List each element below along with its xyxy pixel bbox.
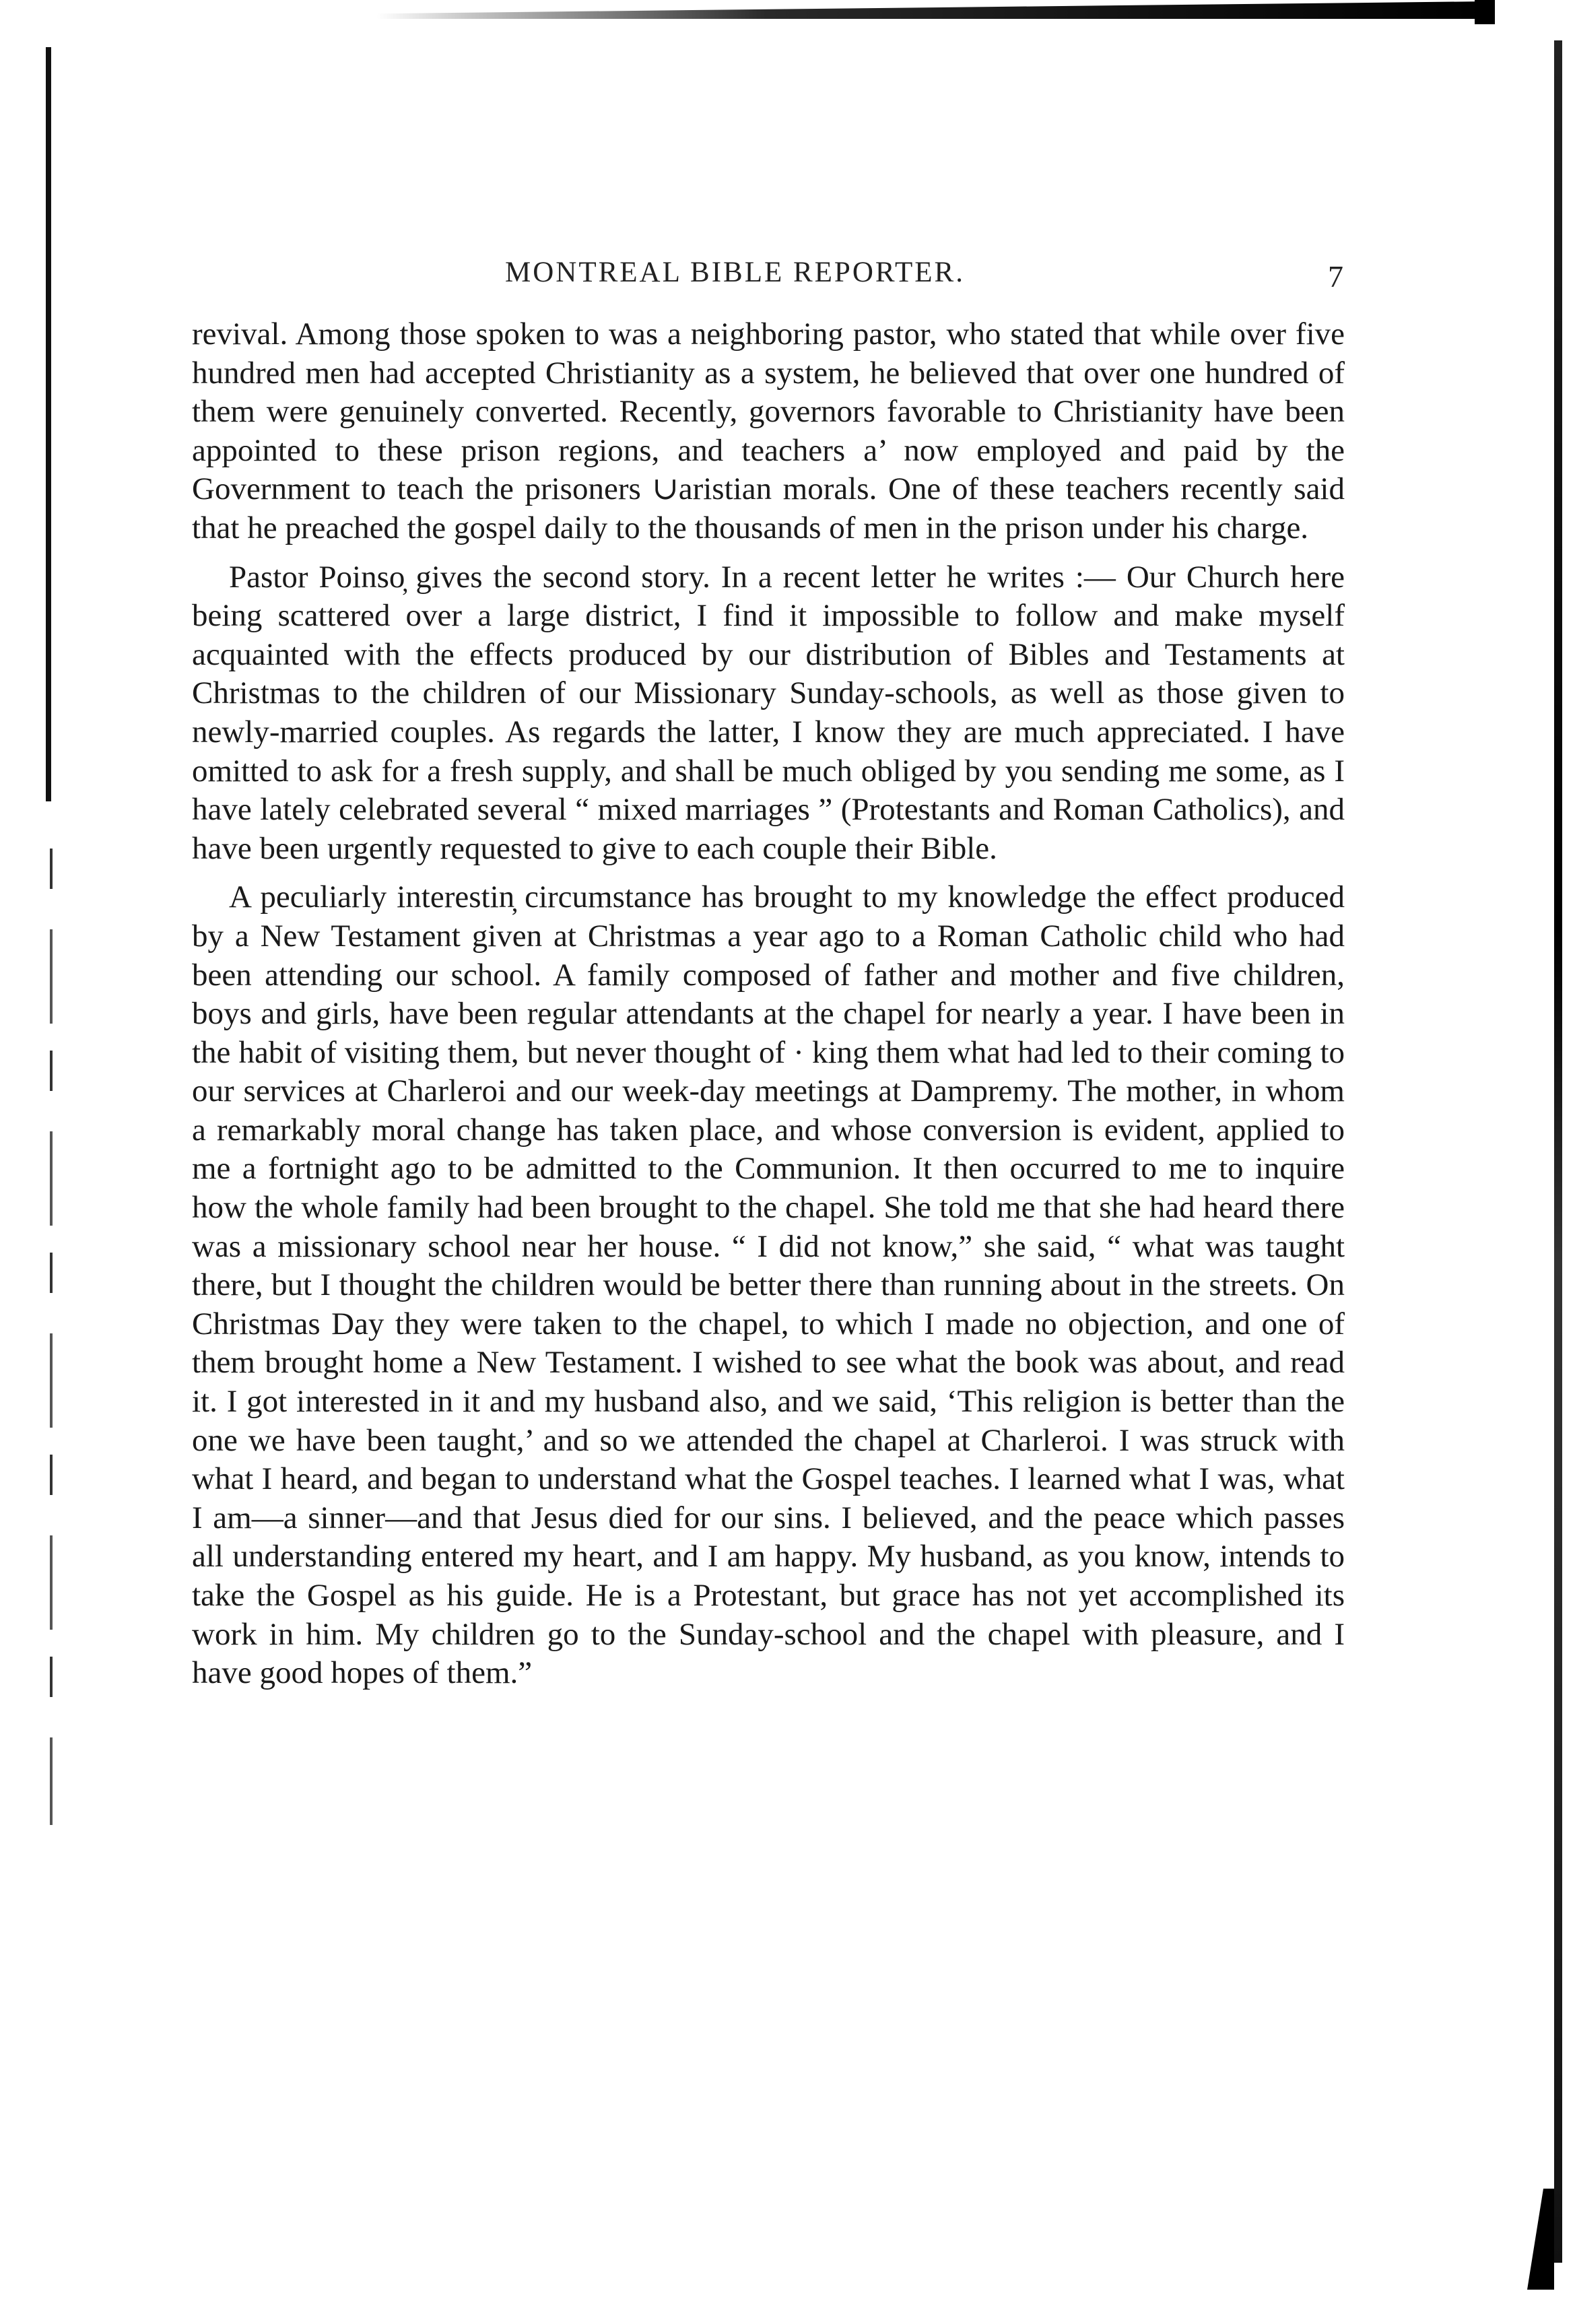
page-header — [192, 256, 1343, 296]
scan-edge-artifact — [1527, 2189, 1554, 2290]
paragraph: A peculiarly interestin̦̦ circumstance has brought to my knowledge the effect produced by a New Testament given at Christmas a year ago to a Roman Catholic child who had been attending our school. A family composed of father and mother and five children, boys and girls, have been regular attendants at the chapel for nearly a year. I have been in the habit of visiting them, but never thought of · king them what had led to their coming to our services at Charleroi and our week-day meetings at Dampremy. The mother, in whom a remarkably moral change has taken place, and whose conversion is evident, applied to me a fortnight ago to be admitted to the Communion. It then occurred to me to inquire how the whole family had been brought to the chapel. She told me that she had heard there was a missionary school near her house. “ I did not know,” she said, “ what was taught there, but I thought the children would be better there than running about in the streets. On Christmas Day they were taken to the chapel, to which I made no objection, and one of them brought home a New Testament. I wished to see what the book was about, and read it. I got interested in it and my husband also, and we said, ‘This religion is better than the one we have been taught,’ and so we attended the chapel at Charleroi. I was struck with what I heard, and began to understand what the Gospel teaches. I learned what I was, what I am—a sinner—and that Jesus died for our sins. I believed, and the peace which passes all understanding entered my heart, and I am happy. My husband, as you know, intends to take the Gospel as his guide. He is a Protestant, but grace has not yet accomplished its work in him. My children go to the Sunday-school and the chapel with pleasure, and I have good hopes of them.” — [192, 879, 1345, 1691]
scan-edge-artifact — [50, 849, 53, 1825]
article-body — [192, 315, 1345, 1703]
scan-edge-artifact — [377, 1, 1488, 19]
running-title: MONTREAL BIBLE REPORTER. — [505, 257, 965, 288]
scan-edge-artifact — [1554, 40, 1562, 2263]
scan-edge-artifact — [46, 47, 51, 801]
page-number: 7 — [1328, 259, 1343, 294]
paragraph: revival. Among those spoken to was a neighboring pastor, who stated that while over five hundred men had accepted Christianity as a system, he believed that over one hundred of them were genuinely converted. Recently, governors favorable to Christianity have been appointed to these prison regions, and teachers a’ now employed and paid by the Government to teach the prisoners ∪aristian morals. One of these teachers recently said that he preached the gospel daily to the thousands of men in the prison under his charge. — [192, 317, 1345, 545]
paragraph: Pastor Poinso̦ gives the second story. In a recent letter he writes :— Our Church here being scattered over a large district, I find it impossible to follow and make myself acquainted with the effects produced by our distribution of Bibles and Testaments at Christmas to the children of our Missionary Sunday-schools, as well as those given to newly-married couples. As regards the latter, I know they are much appreciated. I have omitted to ask for a fresh supply, and shall be much obliged by you sending me some, as I have lately celebrated several “ mixed marriages ” (Protestants and Roman Catholics), and have been urgently requested to give to each couple their Bible. — [192, 559, 1345, 866]
scan-edge-artifact — [1475, 0, 1495, 24]
